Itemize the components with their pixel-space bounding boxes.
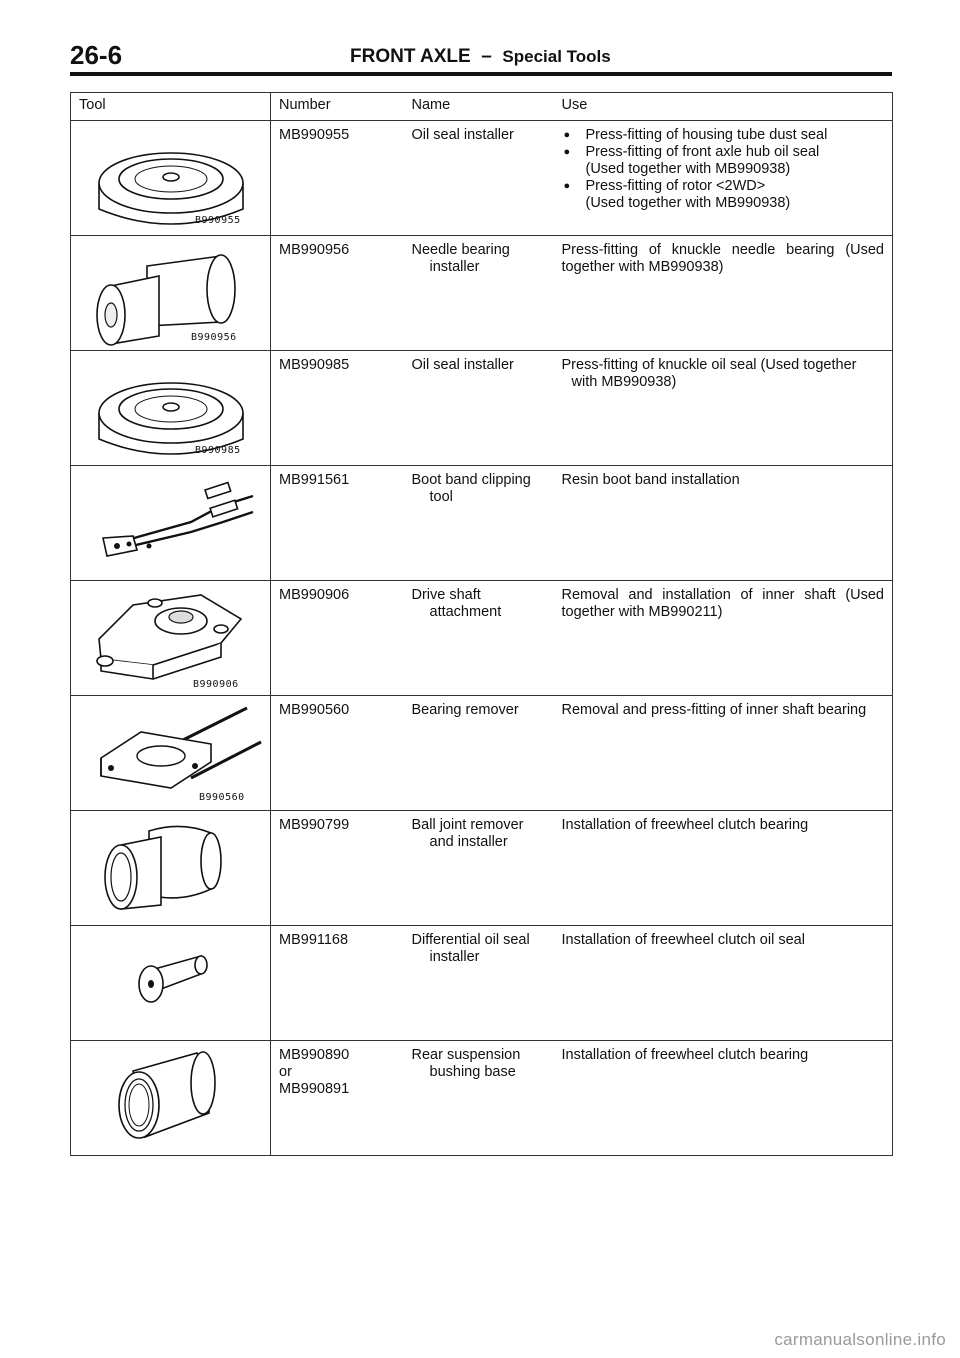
- boot-band-clipping-tool-icon: [71, 466, 270, 579]
- tool-number-cell: [271, 696, 404, 811]
- column-header-number: Number: [271, 93, 404, 121]
- tool-name-cell: [404, 811, 554, 926]
- tool-name: and installer: [429, 834, 508, 850]
- special-tools-table: [70, 92, 893, 1156]
- table-header-row: [71, 93, 893, 121]
- tool-image-code: B990956: [191, 332, 237, 343]
- column-header-use: Use: [554, 93, 893, 121]
- tool-use-cell: [554, 926, 893, 1041]
- column-header-name: Name: [404, 93, 554, 121]
- use-text: (Used together with MB990938): [585, 161, 791, 177]
- tool-image-cell: [71, 236, 271, 351]
- tool-image-code: B990985: [195, 445, 241, 456]
- tool-image-code: B990560: [199, 792, 245, 803]
- tool-number: MB990956: [279, 242, 350, 258]
- tool-use-cell: [554, 696, 893, 811]
- tool-image-cell: [71, 121, 271, 236]
- use-text: Removal and installation of inner shaft (Used together with MB990211): [561, 587, 884, 620]
- header-rule: [70, 72, 892, 76]
- use-text: with MB990938): [571, 374, 677, 390]
- tool-name: Needle bearing: [411, 242, 510, 258]
- tool-name: Oil seal installer: [411, 127, 514, 143]
- tool-name-cell: [404, 466, 554, 581]
- tool-name-cell: [404, 236, 554, 351]
- table-row: [71, 926, 893, 1041]
- tool-name: installer: [429, 259, 480, 275]
- use-text: Installation of freewheel clutch bearing: [561, 1047, 809, 1063]
- tool-number: MB990799: [279, 817, 350, 833]
- tool-name: Ball joint remover: [411, 817, 524, 833]
- tool-image-code: B990906: [193, 679, 239, 690]
- tool-image-cell: [71, 581, 271, 696]
- page-number: 26-6: [70, 40, 123, 70]
- tool-number-cell: [271, 466, 404, 581]
- tool-use-cell: [554, 581, 893, 696]
- table-row: [71, 236, 893, 351]
- use-text: Resin boot band installation: [561, 472, 740, 488]
- table-row: [71, 466, 893, 581]
- page-header: [70, 40, 892, 74]
- tool-number: MB990985: [279, 357, 350, 373]
- table-row: [71, 121, 893, 236]
- use-text: ● Press-fitting of front axle hub oil seal: [585, 144, 820, 160]
- use-list-item: [562, 144, 885, 178]
- tool-name: installer: [429, 949, 480, 965]
- tool-name: tool: [429, 489, 453, 505]
- tool-use-cell: [554, 1041, 893, 1156]
- use-text: Press-fitting of knuckle needle bearing (Used together with MB990938): [561, 242, 884, 275]
- table-row: [71, 1041, 893, 1156]
- tool-use-cell: [554, 236, 893, 351]
- tool-image-cell: [71, 466, 271, 581]
- tool-number-cell: [271, 121, 404, 236]
- use-text: (Used together with MB990938): [585, 195, 791, 211]
- tool-name-cell: [404, 581, 554, 696]
- use-text: Installation of freewheel clutch oil seal: [561, 932, 805, 948]
- tool-number: or: [279, 1064, 292, 1080]
- tool-name: attachment: [429, 604, 502, 620]
- tool-name: Boot band clipping: [411, 472, 531, 488]
- tool-number-cell: [271, 236, 404, 351]
- tool-name-cell: [404, 1041, 554, 1156]
- use-text: Removal and press-fitting of inner shaft bearing: [561, 702, 867, 718]
- tool-image-cell: [71, 696, 271, 811]
- tool-number: MB990906: [279, 587, 350, 603]
- tool-image-cell: [71, 811, 271, 926]
- needle-bearing-installer-icon: [71, 236, 270, 349]
- tool-number: MB990560: [279, 702, 350, 718]
- tool-image-cell: [71, 1041, 271, 1156]
- tool-use-cell: [554, 466, 893, 581]
- use-text: Installation of freewheel clutch bearing: [561, 817, 809, 833]
- drive-shaft-attachment-icon: [71, 581, 270, 694]
- tool-number: MB991561: [279, 472, 350, 488]
- tool-name: bushing base: [429, 1064, 516, 1080]
- title-dash: –: [481, 46, 492, 67]
- tool-use-cell: [554, 351, 893, 466]
- tool-name-cell: [404, 351, 554, 466]
- table-row: [71, 696, 893, 811]
- differential-oil-seal-installer-icon: [71, 926, 270, 1039]
- column-header-tool: Tool: [71, 93, 271, 121]
- section-title: FRONT AXLE: [350, 46, 471, 67]
- tool-number: MB990891: [279, 1081, 350, 1097]
- page-title: [350, 46, 611, 68]
- tool-name: Rear suspension: [411, 1047, 521, 1063]
- rear-suspension-bushing-base-icon: [71, 1041, 270, 1154]
- table-row: [71, 811, 893, 926]
- tool-name: Drive shaft: [411, 587, 481, 603]
- tool-name: Oil seal installer: [411, 357, 514, 373]
- tool-name-cell: [404, 121, 554, 236]
- tool-number-cell: [271, 351, 404, 466]
- tool-name-cell: [404, 696, 554, 811]
- tool-name-cell: [404, 926, 554, 1041]
- table-row: [71, 581, 893, 696]
- tool-name: Bearing remover: [411, 702, 519, 718]
- use-list-item: [562, 178, 885, 212]
- use-list: [562, 127, 885, 212]
- use-list-item: [562, 127, 885, 144]
- tool-number-cell: [271, 581, 404, 696]
- tool-image-cell: [71, 351, 271, 466]
- tool-number-cell: [271, 811, 404, 926]
- tool-image-cell: [71, 926, 271, 1041]
- table-row: [71, 351, 893, 466]
- tool-number: MB990890: [279, 1047, 350, 1063]
- tool-number: MB990955: [279, 127, 350, 143]
- watermark: carmanualsonline.info: [774, 1330, 946, 1349]
- ball-joint-remover-icon: [71, 811, 270, 924]
- subsection-title: Special Tools: [502, 47, 611, 66]
- tool-name: Differential oil seal: [411, 932, 530, 948]
- tool-use-cell: [554, 121, 893, 236]
- tool-number-cell: [271, 1041, 404, 1156]
- use-text: Press-fitting of knuckle oil seal (Used together: [561, 357, 857, 373]
- tool-number: MB991168: [279, 932, 349, 948]
- tool-use-cell: [554, 811, 893, 926]
- use-text: ● Press-fitting of housing tube dust seal: [585, 127, 828, 143]
- tool-image-code: B990955: [195, 215, 241, 226]
- use-text: ● Press-fitting of rotor <2WD>: [585, 178, 766, 194]
- tool-number-cell: [271, 926, 404, 1041]
